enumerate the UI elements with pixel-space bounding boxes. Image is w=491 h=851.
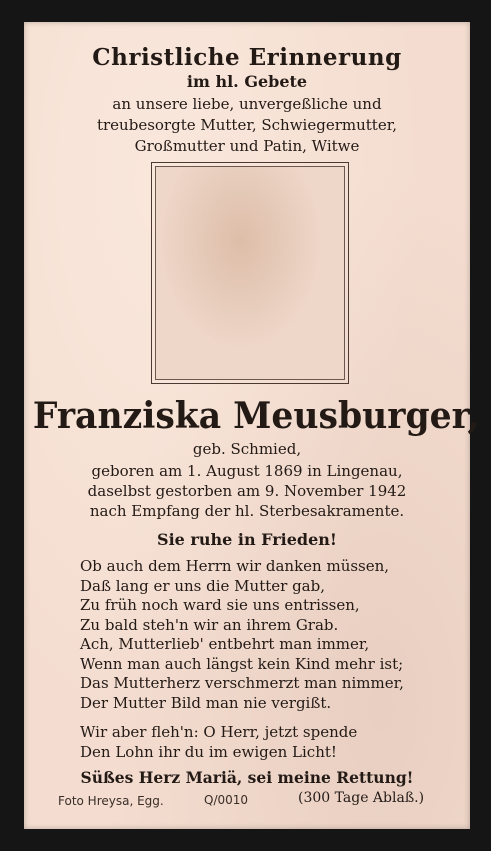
verse-line: Ob auch dem Herrn wir danken müssen, [80,557,390,575]
rest-in-peace: Sie ruhe in Frieden! [157,530,337,549]
dedication-line: Großmutter und Patin, Witwe [134,137,360,155]
photographer-credit: Foto Hreysa, Egg. [58,794,164,808]
memorial-card [24,22,480,829]
card-subtitle: im hl. Gebete [186,72,308,91]
dedication-text [24,94,470,157]
faded-portrait-photo [155,166,345,380]
dedication-line: an unsere liebe, unvergeßliche und [112,95,382,113]
verse-line: Das Mutterherz verschmerzt man nimmer, [80,674,404,692]
prayer [80,722,357,762]
verse-line: Daß lang er uns die Mutter gab, [80,576,325,595]
life-dates [24,461,470,521]
memorial-verse [80,557,404,713]
dedication-line: treubesorgte Mutter, Schwiegermutter, [96,116,397,134]
deceased-name: Franziska Meusburger, [32,395,480,437]
prayer-line: Wir aber fleh'n: O Herr, jetzt spende [80,723,358,741]
portrait-frame [151,162,349,384]
life-line: geboren am 1. August 1869 in Lingenau, [91,462,403,480]
verse-line: Zu bald steh'n wir an ihrem Grab. [80,615,339,634]
life-line: nach Empfang der hl. Sterbesakramente. [89,502,405,520]
card-title: Christliche Erinnerung [92,44,402,71]
print-code: Q/0010 [204,793,249,807]
verse-line: Der Mutter Bild man nie vergißt. [80,693,332,712]
prayer-line: Den Lohn ihr du im ewigen Licht! [80,743,337,761]
invocation: Süßes Herz Mariä, sei meine Rettung! [80,768,414,787]
verse-line: Zu früh noch ward sie uns entrissen, [80,596,360,614]
verse-line: Ach, Mutterlieb' entbehrt man immer, [80,635,370,653]
maiden-name: geb. Schmied, [192,440,302,458]
indulgence-note: (300 Tage Ablaß.) [298,790,425,806]
verse-line: Wenn man auch längst kein Kind mehr ist; [80,654,404,673]
life-line: daselbst gestorben am 9. November 1942 [87,482,407,500]
